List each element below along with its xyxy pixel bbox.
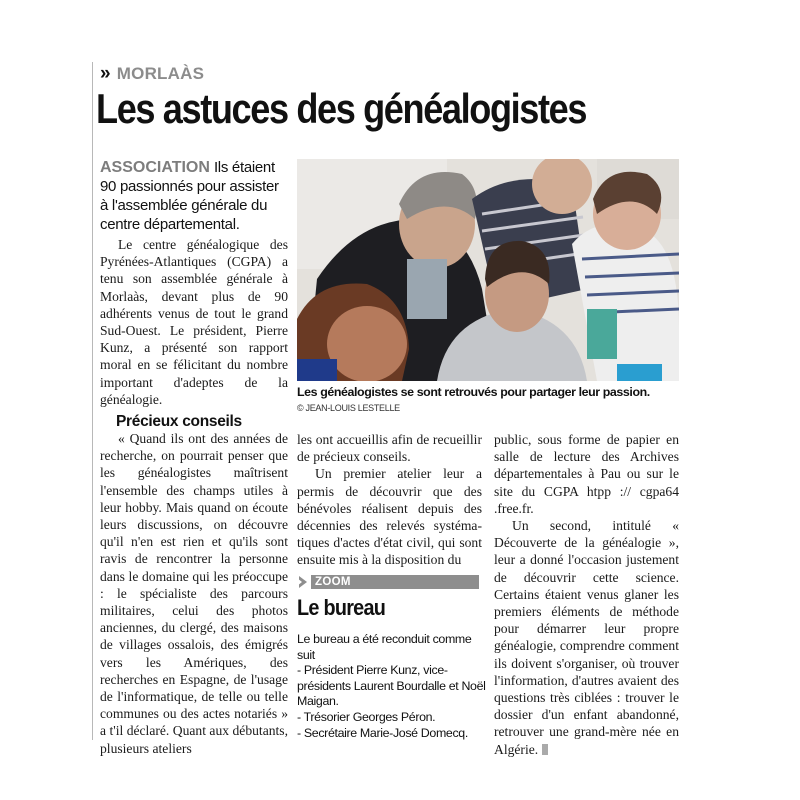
headline: Les astuces des généalogistes (96, 85, 587, 132)
lead-text: Ils étaient 90 passionnés pour assister à l'assemblée générale du centre départemental. (100, 159, 279, 233)
sidebar-line: - Trésorier Georges Péron. (297, 709, 436, 724)
paragraph: « Quand ils ont des années de recherche, on pourrait penser que les généalogistes maîtrisent l'ensemble des champs utiles à leur hobby. Mais quand on écoute leurs discussions, on découvre qu'il n'en est rien et qu'ils sont ravis de rencontrer la personne dans le domaine qui les préoccupe : le spécialiste des parcours militaires, celui des photos anciennes, du clergé, des maisons de villages ossalois, des émigrés vers les Amériques, des recherches en Espagne, de l'usage de l'informatique, de telle ou telle communes ou des actes notariés » a t'il déclaré. Quant aux débutants, plusieurs ateliers (100, 431, 288, 756)
sidebar-title: Le bureau (297, 595, 386, 620)
paragraph: public, sous forme de papier en salle de lecture des Archives départementales à Pau ou sur le site du CGPA htpp :// cgpa64 .free.fr. (494, 432, 679, 516)
double-chevron-icon: » (100, 63, 111, 84)
paragraph: Un premier atelier leur a permis de découvrir que des bénévoles réalisent depuis des décennies des relevés systématiques d'actes d'état civil, qui sont ensuite mis à la disposition du (297, 466, 482, 568)
intro-column (100, 236, 288, 408)
intro-paragraph: Le centre généalogique des Pyrénées-Atlantiques (CGPA) a tenu son assemblée générale à Morlaàs, devant plus de 90 adhérents venus de tout le grand Sud-Ouest. Le président, Pierre Kunz, a présenté son rapport moral en se félicitant du nombre important d'adeptes de la généalogie. (100, 237, 288, 407)
photo-image (297, 159, 679, 381)
article-photo (297, 159, 679, 381)
paragraph-text: Un second, intitulé « Découverte de la généalogie », leur a donné l'occasion justement de découvrir cette science. Certains étaient venus glaner les premiers éléments de méthode pour démarrer leur propre généalogie, comprendre comment ils doivent s'organiser, où trouver l'information, d'autres avaient des questions très ciblées : trouver le dossier d'un enfant abandonné, retrouver une grand-mère née en Algérie. (494, 518, 679, 757)
zoom-banner-label: ZOOM (315, 576, 351, 588)
column-1 (100, 430, 288, 757)
lead-paragraph (100, 158, 290, 234)
section-tag: ASSOCIATION (100, 159, 210, 176)
sidebar-body (297, 632, 487, 741)
sidebar-line: - Secrétaire Marie-José Domecq. (297, 725, 468, 740)
photo-caption: Les généalogistes se sont retrouvés pour partager leur passion. (297, 385, 650, 399)
column-3 (494, 431, 679, 758)
sidebar-line: Le bureau a été reconduit comme suit (297, 632, 472, 662)
column-2 (297, 431, 482, 569)
location-label: MORLAÀS (116, 64, 205, 83)
sidebar-line: - Président Pierre Kunz, vice-présidents Laurent Bourdalle et Noël Maigan. (297, 663, 486, 709)
photo-credit: © JEAN-LOUIS LESTELLE (297, 403, 400, 413)
paragraph: les ont accueillis afin de recueillir de précieux conseils. (297, 432, 482, 465)
subhead: Précieux conseils (116, 413, 242, 430)
zoom-banner (297, 575, 479, 589)
paragraph (494, 517, 679, 758)
column-rule (92, 62, 93, 740)
end-of-article-icon (542, 744, 548, 755)
section-kicker (100, 63, 204, 85)
chevron-right-icon (297, 575, 311, 589)
